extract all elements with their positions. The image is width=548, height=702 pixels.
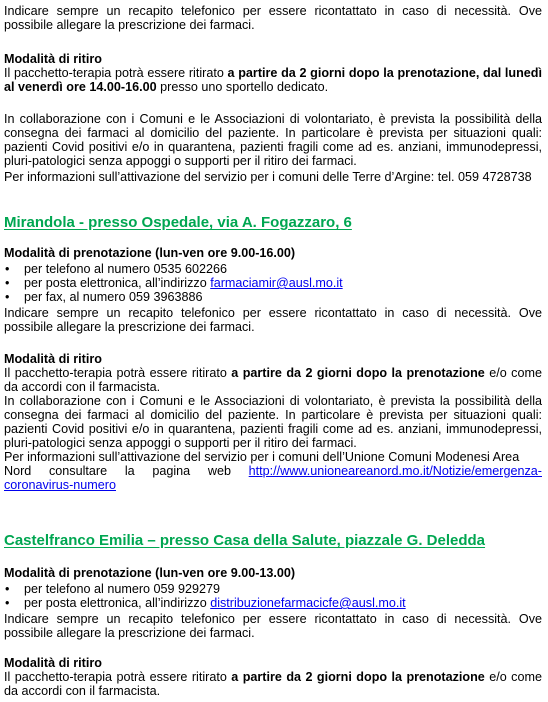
list-item: • per posta elettronica, all’indirizzo distribuzionefarmacicfe@ausl.mo.it — [5, 596, 406, 610]
ritiro-heading: Modalità di ritiro — [4, 352, 102, 366]
info-text: Per informazioni sull’attivazione del servizio per i comuni dell’Unione Comuni Modenesi Area Nord consultare la pagina web http://www.unioneareanord.mo.it/Notizie/emergenza- coronavirus-numero — [4, 450, 542, 492]
prenotazione-list — [4, 262, 542, 304]
section-title-mirandola: Mirandola - presso Ospedale, via A. Fogazzaro, 6 — [4, 214, 352, 231]
bullet-icon: • — [5, 596, 10, 610]
prenotazione-list — [4, 582, 542, 610]
bullet-icon: • — [5, 262, 10, 276]
web-link[interactable]: http://www.unioneareanord.mo.it/Notizie/emergenza- — [248, 464, 542, 478]
prenotazione-heading: Modalità di prenotazione (lun-ven ore 9.00-13.00) — [4, 566, 296, 580]
collab-text: In collaborazione con i Comuni e le Associazioni di volontariato, è prevista la possibilità della consegna dei farmaci al domicilio del paziente. In particolare è prevista per situazioni quali: pazienti Covid positivi e/o in quarantena, pazienti fragili come ad es. anziani, immunodepressi, pluri-patologici senza appoggi o supporti per il ritiro dei farmaci. — [4, 112, 542, 168]
collab-text: In collaborazione con i Comuni e le Associazioni di volontariato, è prevista la possibilità della consegna dei farmaci al domicilio del paziente. In particolare è prevista per situazioni quali: pazienti Covid positivi e/o in quarantena, pazienti fragili come ad es. anziani, immunodepressi, pluri-patologici senza appoggi o supporti per il ritiro dei farmaci. — [4, 394, 542, 450]
email-link[interactable]: farmaciamir@ausl.mo.it — [210, 276, 343, 290]
ritiro-text: Il pacchetto-terapia potrà essere ritirato a partire da 2 giorni dopo la prenotazione e/o come da accordi con il farmacista. — [4, 366, 542, 394]
info-text: Per informazioni sull’attivazione del servizio per i comuni delle Terre d’Argine: tel. 059 4728738 — [4, 170, 532, 184]
list-item: • per fax, al numero 059 3963886 — [5, 290, 203, 304]
prenotazione-heading: Modalità di prenotazione (lun-ven ore 9.00-16.00) — [4, 246, 296, 260]
ritiro-text: Il pacchetto-terapia potrà essere ritirato a partire da 2 giorni dopo la prenotazione, dal lunedì al venerdì ore 14.00-16.00 presso uno sportello dedicato. — [4, 66, 542, 94]
ritiro-heading: Modalità di ritiro — [4, 52, 102, 66]
list-item: • per telefono al numero 0535 602266 — [5, 262, 228, 276]
recapito-text: Indicare sempre un recapito telefonico per essere ricontattato in caso di necessità. Ove possibile allegare la prescrizione dei farmaci. — [4, 612, 542, 640]
bullet-icon: • — [5, 290, 10, 304]
list-item: • per posta elettronica, all’indirizzo farmaciamir@ausl.mo.it — [5, 276, 343, 290]
email-link[interactable]: distribuzionefarmacicfe@ausl.mo.it — [210, 596, 406, 610]
section-title-castelfranco: Castelfranco Emilia – presso Casa della Salute, piazzale G. Deledda — [4, 532, 486, 549]
bullet-icon: • — [5, 582, 10, 596]
recapito-text: Indicare sempre un recapito telefonico per essere ricontattato in caso di necessità. Ove possibile allegare la prescrizione dei farmaci. — [4, 306, 542, 334]
recapito-text: Indicare sempre un recapito telefonico per essere ricontattato in caso di necessità. Ove possibile allegare la prescrizione dei farmaci. — [4, 4, 542, 32]
list-item: • per telefono al numero 059 929279 — [5, 582, 221, 596]
ritiro-heading: Modalità di ritiro — [4, 656, 102, 670]
ritiro-text: Il pacchetto-terapia potrà essere ritirato a partire da 2 giorni dopo la prenotazione e/o come da accordi con il farmacista. — [4, 670, 542, 698]
web-link-continued[interactable]: coronavirus-numero — [4, 478, 116, 492]
bullet-icon: • — [5, 276, 10, 290]
